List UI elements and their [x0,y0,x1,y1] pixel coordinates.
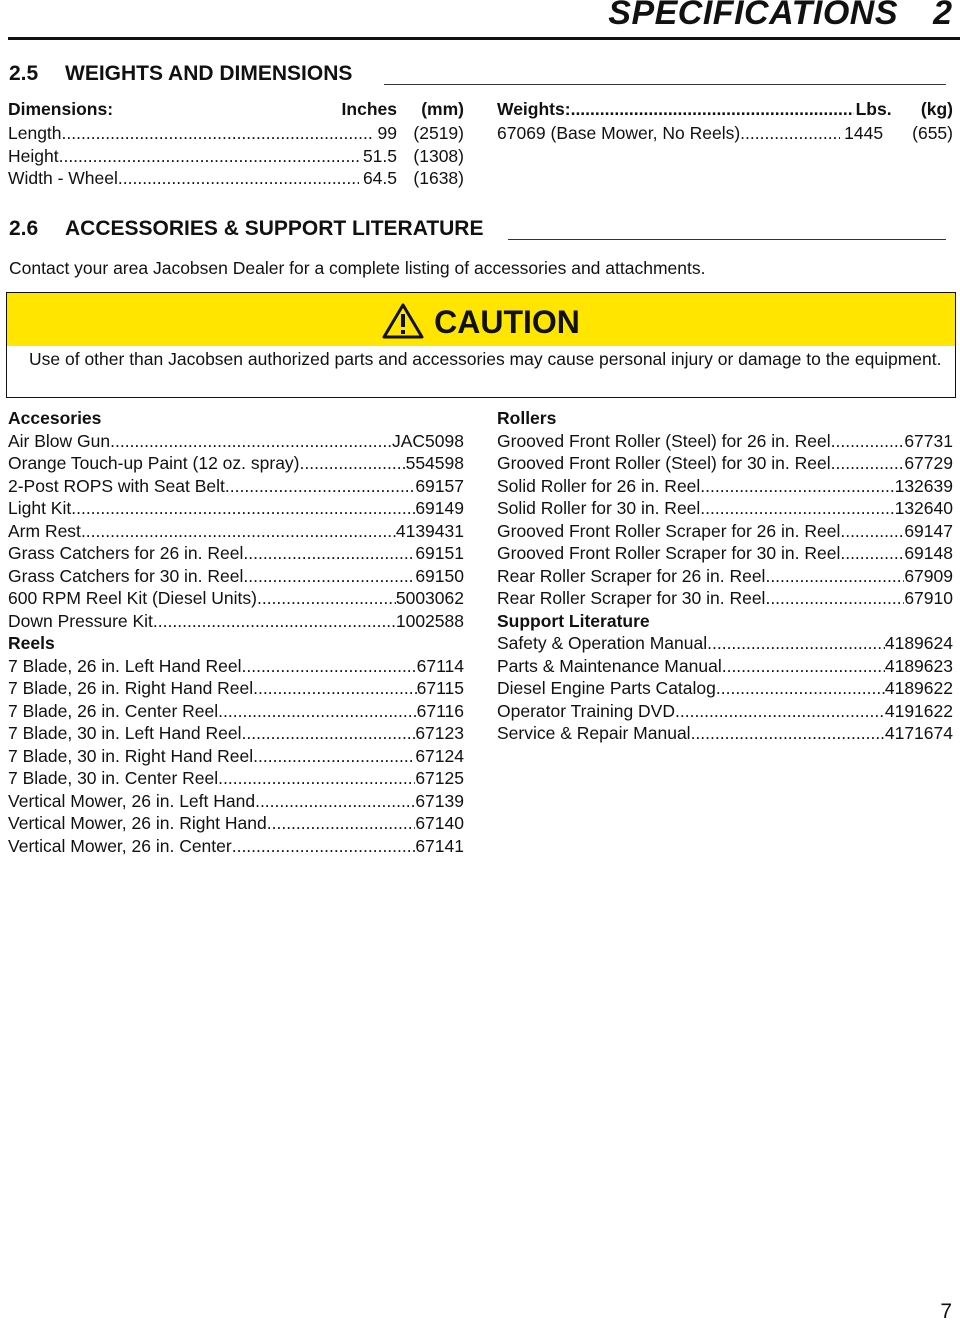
leader-dots [242,655,417,678]
left-column [8,407,464,857]
leader-dots [722,655,885,678]
leader-dots [225,475,415,498]
dimension-row [8,145,464,168]
caution-text: Use of other than Jacobsen authorized parts and accessories may cause personal injury or damage to the equipment. [29,349,942,369]
leader-dots [255,790,415,813]
reel-row [8,745,464,768]
part-number: 67114 [416,655,464,676]
section-number: 2.6 [9,217,39,240]
item-label: 7 Blade, 30 in. Left Hand Reel [8,723,242,743]
section-title: ACCESSORIES & SUPPORT LITERATURE [65,217,484,240]
part-number: 67116 [416,700,464,721]
part-number: 67729 [904,453,953,473]
leader-dots [571,98,854,121]
leader-dots [707,632,885,655]
roller-row [497,565,953,588]
caution-heading [7,293,955,351]
leader-dots [700,475,894,498]
item-label: Grooved Front Roller (Steel) for 30 in. Reel [497,453,831,473]
page-header-title: SPECIFICATIONS [608,0,898,32]
item-label: Service & Repair Manual [497,723,691,743]
part-number: 69149 [415,498,464,518]
leader-dots [257,587,396,610]
mm-column-header: (mm) [421,99,464,119]
part-number: 132640 [894,498,953,518]
leader-dots [716,677,885,700]
part-number: 4189624 [884,633,953,653]
leader-dots [59,145,359,168]
right-column [497,407,953,745]
part-number: 67125 [415,768,464,788]
section-rule [384,84,946,85]
part-number: 67139 [415,790,464,811]
item-label: Rear Roller Scraper for 26 in. Reel [497,565,766,586]
dimension-mm: (1308) [413,145,464,166]
weight-row [497,122,953,145]
leader-dots [765,587,904,610]
literature-row [497,655,953,678]
section-2-5-heading [9,62,352,86]
item-label: Light Kit [8,498,72,518]
leader-dots [218,700,416,723]
part-number: 67910 [904,588,953,608]
item-label: Solid Roller for 26 in. Reel [497,475,701,496]
leader-dots [765,565,904,588]
dimensions-header-row [8,98,464,122]
weight-label: 67069 (Base Mower, No Reels) [497,123,741,143]
leader-dots [218,767,415,790]
header-rule [8,37,960,40]
reel-row [8,790,464,813]
reel-row [8,835,464,858]
accessory-row [8,430,464,453]
part-number: 67123 [415,723,464,743]
weight-kg: (655) [912,123,953,143]
item-label: Air Blow Gun [8,430,111,451]
accessory-row [8,610,464,633]
dimensions-label: Dimensions: [8,99,114,119]
literature-row [497,722,953,745]
part-number: 69151 [415,543,464,563]
item-label: Grass Catchers for 30 in. Reel [8,565,244,586]
item-label: Vertical Mower, 26 in. Right Hand [8,813,267,833]
leader-dots [153,610,396,633]
lbs-column-header: Lbs. [855,99,892,119]
page-header-chapter: 2 [933,0,952,32]
leader-dots [740,122,840,145]
dimension-label: Length [8,123,62,143]
leader-dots [81,520,396,543]
dimension-mm: (2519) [413,123,464,143]
part-number: JAC5098 [392,430,464,451]
part-number: 67909 [904,565,953,586]
leader-dots [675,700,885,723]
dimension-inches: 99 [377,123,397,143]
part-number: 4189623 [884,655,953,676]
part-number: 67731 [904,430,953,451]
item-label: 7 Blade, 26 in. Center Reel [8,700,219,721]
leader-dots [71,497,415,520]
literature-row [497,700,953,723]
part-number: 4189622 [884,678,953,698]
roller-row [497,452,953,475]
item-label: Parts & Maintenance Manual [497,655,722,676]
item-label: Arm Rest [8,520,81,541]
rollers-heading: Rollers [497,408,557,428]
part-number: 69147 [904,520,953,541]
item-label: Down Pressure Kit [8,610,153,631]
leader-dots [300,452,406,475]
reel-row [8,677,464,700]
item-label: Vertical Mower, 26 in. Center [8,835,232,856]
accessories-heading: Accesories [8,408,102,428]
leader-dots [253,677,416,700]
part-number: 132639 [894,475,953,496]
caution-title: CAUTION [434,304,580,340]
item-label: 2-Post ROPS with Seat Belt [8,475,225,496]
reel-row [8,655,464,678]
accessory-row [8,475,464,498]
caution-banner [6,292,956,346]
leader-dots [831,430,905,453]
weights-label: Weights: [497,99,571,119]
leader-dots [700,497,894,520]
kg-column-header: (kg) [920,99,953,119]
part-number: 67140 [415,813,464,833]
accessory-row [8,542,464,565]
roller-row [497,520,953,543]
part-number: 4171674 [884,723,953,743]
part-number: 5003062 [395,588,464,608]
accessory-row [8,452,464,475]
section-2-6-intro: Contact your area Jacobsen Dealer for a complete listing of accessories and attachments. [9,258,706,278]
part-number: 69157 [415,475,464,496]
item-label: Solid Roller for 30 in. Reel [497,498,701,518]
warning-triangle-icon [382,303,424,339]
part-number: 69148 [904,543,953,563]
part-number: 4191622 [884,700,953,721]
leader-dots [253,745,415,768]
part-number: 69150 [415,565,464,586]
item-label: Safety & Operation Manual [497,633,708,653]
section-2-6-heading [9,217,483,241]
leader-dots [840,542,904,565]
item-label: Orange Touch-up Paint (12 oz. spray) [8,453,300,473]
section-number: 2.5 [9,62,39,85]
part-number: 1002588 [395,610,464,631]
item-label: Grooved Front Roller (Steel) for 26 in. Reel [497,430,831,451]
item-label: Diesel Engine Parts Catalog [497,678,716,698]
weights-table [497,98,953,145]
reel-row [8,812,464,835]
dimension-inches: 51.5 [362,145,397,166]
dimension-row [8,167,464,190]
support-literature-heading: Support Literature [497,610,650,631]
part-number: 67124 [415,745,464,766]
item-label: 7 Blade, 26 in. Right Hand Reel [8,678,254,698]
leader-dots [118,167,359,190]
literature-row [497,677,953,700]
inches-column-header: Inches [341,99,397,119]
section-title: WEIGHTS AND DIMENSIONS [65,62,353,85]
weights-header-row [497,98,953,122]
accessory-row [8,565,464,588]
item-label: Grooved Front Roller Scraper for 30 in. Reel [497,543,841,563]
leader-dots [831,452,905,475]
reels-heading: Reels [8,633,55,653]
item-label: 7 Blade, 30 in. Center Reel [8,768,219,788]
roller-row [497,475,953,498]
part-number: 4139431 [395,520,464,541]
dimension-label: Width - Wheel [8,168,118,188]
dimension-row [8,122,464,145]
leader-dots [267,812,416,835]
page-number: 7 [940,1300,952,1323]
dimension-inches: 64.5 [362,168,397,188]
item-label: Operator Training DVD [497,700,675,721]
leader-dots [840,520,904,543]
item-label: Grass Catchers for 26 in. Reel [8,543,244,563]
section-rule [508,239,946,240]
accessory-row [8,587,464,610]
dimensions-table [8,98,464,190]
item-label: Rear Roller Scraper for 30 in. Reel [497,588,766,608]
leader-dots [243,565,415,588]
dimension-label: Height [8,145,59,166]
accessory-row [8,497,464,520]
leader-dots [243,542,415,565]
leader-dots [691,722,885,745]
reel-row [8,767,464,790]
roller-row [497,497,953,520]
item-label: Grooved Front Roller Scraper for 26 in. Reel [497,520,841,541]
leader-dots [110,430,392,453]
reel-row [8,700,464,723]
literature-row [497,632,953,655]
leader-dots [62,122,374,145]
dimension-mm: (1638) [413,168,464,188]
item-label: 600 RPM Reel Kit (Diesel Units) [8,588,257,608]
roller-row [497,430,953,453]
part-number: 554598 [405,453,464,473]
leader-dots [232,835,416,858]
caution-body [6,346,956,398]
item-label: 7 Blade, 26 in. Left Hand Reel [8,655,242,676]
roller-row [497,542,953,565]
roller-row [497,587,953,610]
reel-row [8,722,464,745]
part-number: 67141 [415,835,464,856]
leader-dots [242,722,416,745]
item-label: 7 Blade, 30 in. Right Hand Reel [8,745,254,766]
part-number: 67115 [416,678,464,698]
accessory-row [8,520,464,543]
item-label: Vertical Mower, 26 in. Left Hand [8,790,256,811]
weight-lbs: 1445 [844,123,884,143]
